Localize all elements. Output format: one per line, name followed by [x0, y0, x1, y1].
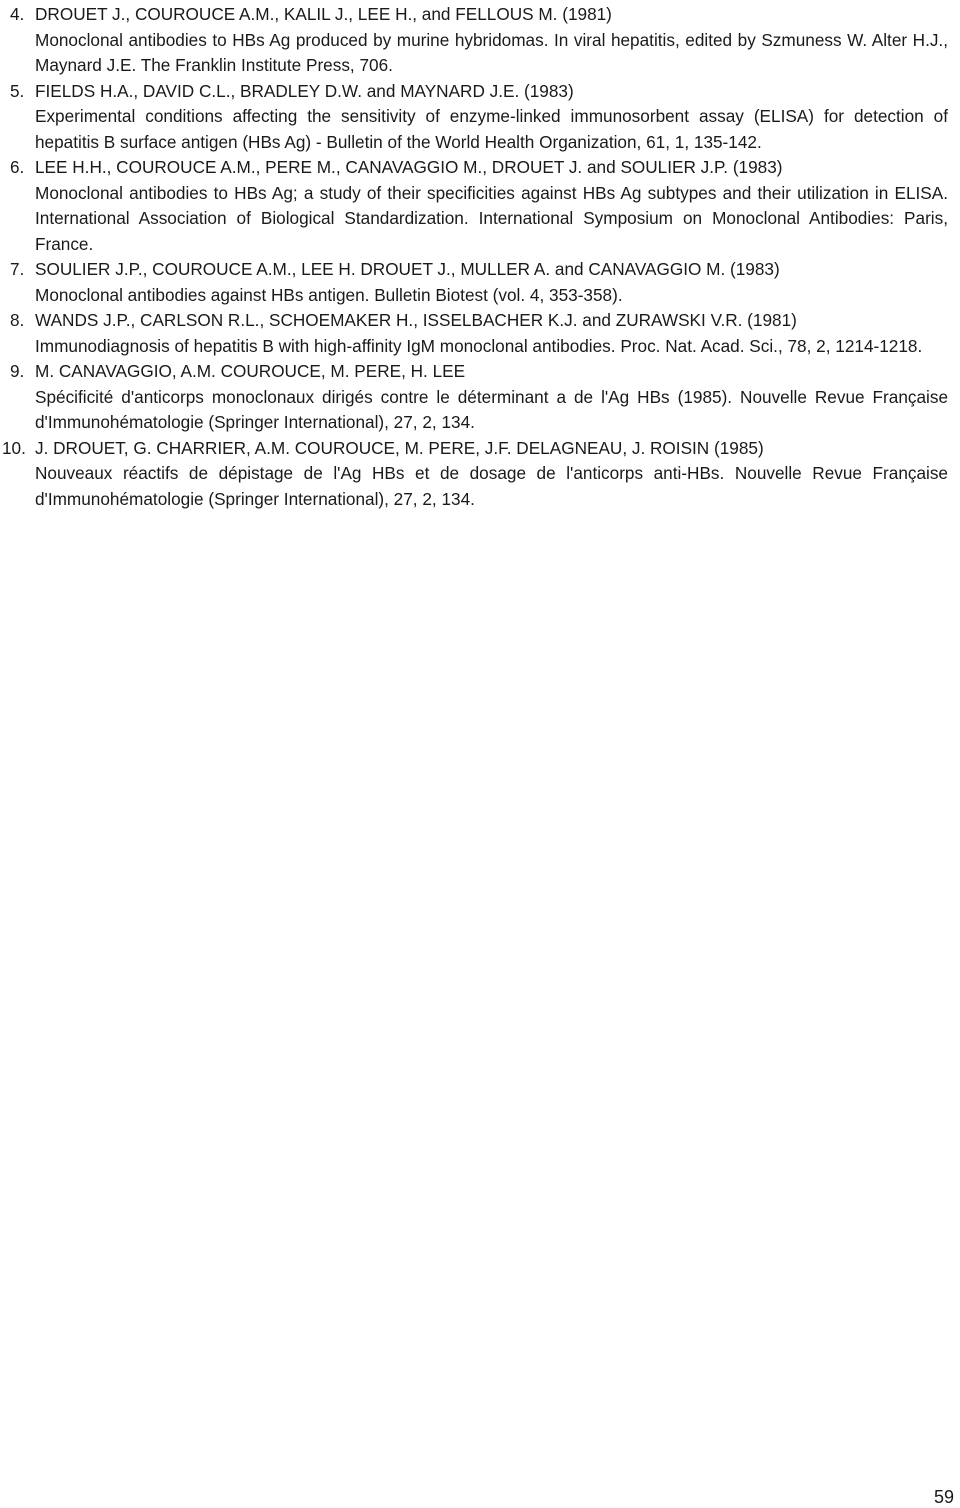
reference-list — [0, 2, 960, 512]
reference-authors: M. CANAVAGGIO, A.M. COUROUCE, M. PERE, H. LEE — [35, 361, 466, 381]
reference-citation: Monoclonal antibodies to HBs Ag; a study of their specificities against HBs Ag subtypes and their utilization in ELISA. International Association of Biological Standardization. International Symposium on Monoclonal Antibodies: Paris, France. — [35, 182, 948, 254]
reference-number: 9. — [10, 361, 25, 381]
reference-authors: J. DROUET, G. CHARRIER, A.M. COUROUCE, M. PERE, J.F. DELAGNEAU, J. ROISIN (1985) — [35, 437, 764, 458]
reference-authors: DROUET J., COUROUCE A.M., KALIL J., LEE H., and FELLOUS M. (1981) — [35, 4, 612, 24]
reference-number: 10. — [2, 437, 26, 458]
reference-item-7 — [0, 257, 960, 308]
reference-citation: Experimental conditions affecting the sensitivity of enzyme-linked immunosorbent assay (ELISA) for detection of hepatitis B surface antigen (HBs Ag) - Bulletin of the World Health Organization, 61, 1, 135-142. — [35, 106, 948, 152]
reference-number: 4. — [10, 4, 25, 24]
page-number: 59 — [933, 1487, 954, 1507]
reference-item-9 — [0, 359, 960, 436]
reference-number: 7. — [10, 259, 25, 279]
reference-citation: Nouveaux réactifs de dépistage de l'Ag HBs et de dosage de l'anticorps anti-HBs. Nouvelle Revue Française d'Immunohématologie (Springer International), 27, 2, 134. — [35, 463, 948, 509]
reference-item-5 — [0, 79, 960, 156]
reference-authors: WANDS J.P., CARLSON R.L., SCHOEMAKER H., ISSELBACHER K.J. and ZURAWSKI V.R. (1981) — [35, 310, 797, 330]
reference-citation: Immunodiagnosis of hepatitis B with high-affinity IgM monoclonal antibodies. Proc. Nat. Acad. Sci., 78, 2, 1214-1218. — [35, 335, 923, 356]
reference-citation: Monoclonal antibodies to HBs Ag produced by murine hybridomas. In viral hepatitis, edited by Szmuness W. Alter H.J., Maynard J.E. The Franklin Institute Press, 706. — [35, 29, 948, 75]
reference-item-10 — [0, 436, 960, 513]
reference-number: 6. — [10, 157, 25, 177]
reference-item-6 — [0, 155, 960, 257]
reference-citation: Monoclonal antibodies against HBs antigen. Bulletin Biotest (vol. 4, 353-358). — [35, 284, 623, 305]
reference-authors: SOULIER J.P., COUROUCE A.M., LEE H. DROUET J., MULLER A. and CANAVAGGIO M. (1983) — [35, 259, 780, 279]
reference-number: 5. — [10, 80, 25, 101]
reference-authors: LEE H.H., COUROUCE A.M., PERE M., CANAVAGGIO M., DROUET J. and SOULIER J.P. (1983) — [35, 157, 783, 177]
reference-citation: Spécificité d'anticorps monoclonaux dirigés contre le déterminant a de l'Ag HBs (1985). Nouvelle Revue Française d'Immunohématologie (Springer International), 27, 2, 134. — [35, 386, 948, 432]
reference-number: 8. — [10, 310, 25, 330]
reference-authors: FIELDS H.A., DAVID C.L., BRADLEY D.W. and MAYNARD J.E. (1983) — [35, 80, 574, 101]
reference-item-4 — [0, 2, 960, 79]
reference-item-8 — [0, 308, 960, 359]
